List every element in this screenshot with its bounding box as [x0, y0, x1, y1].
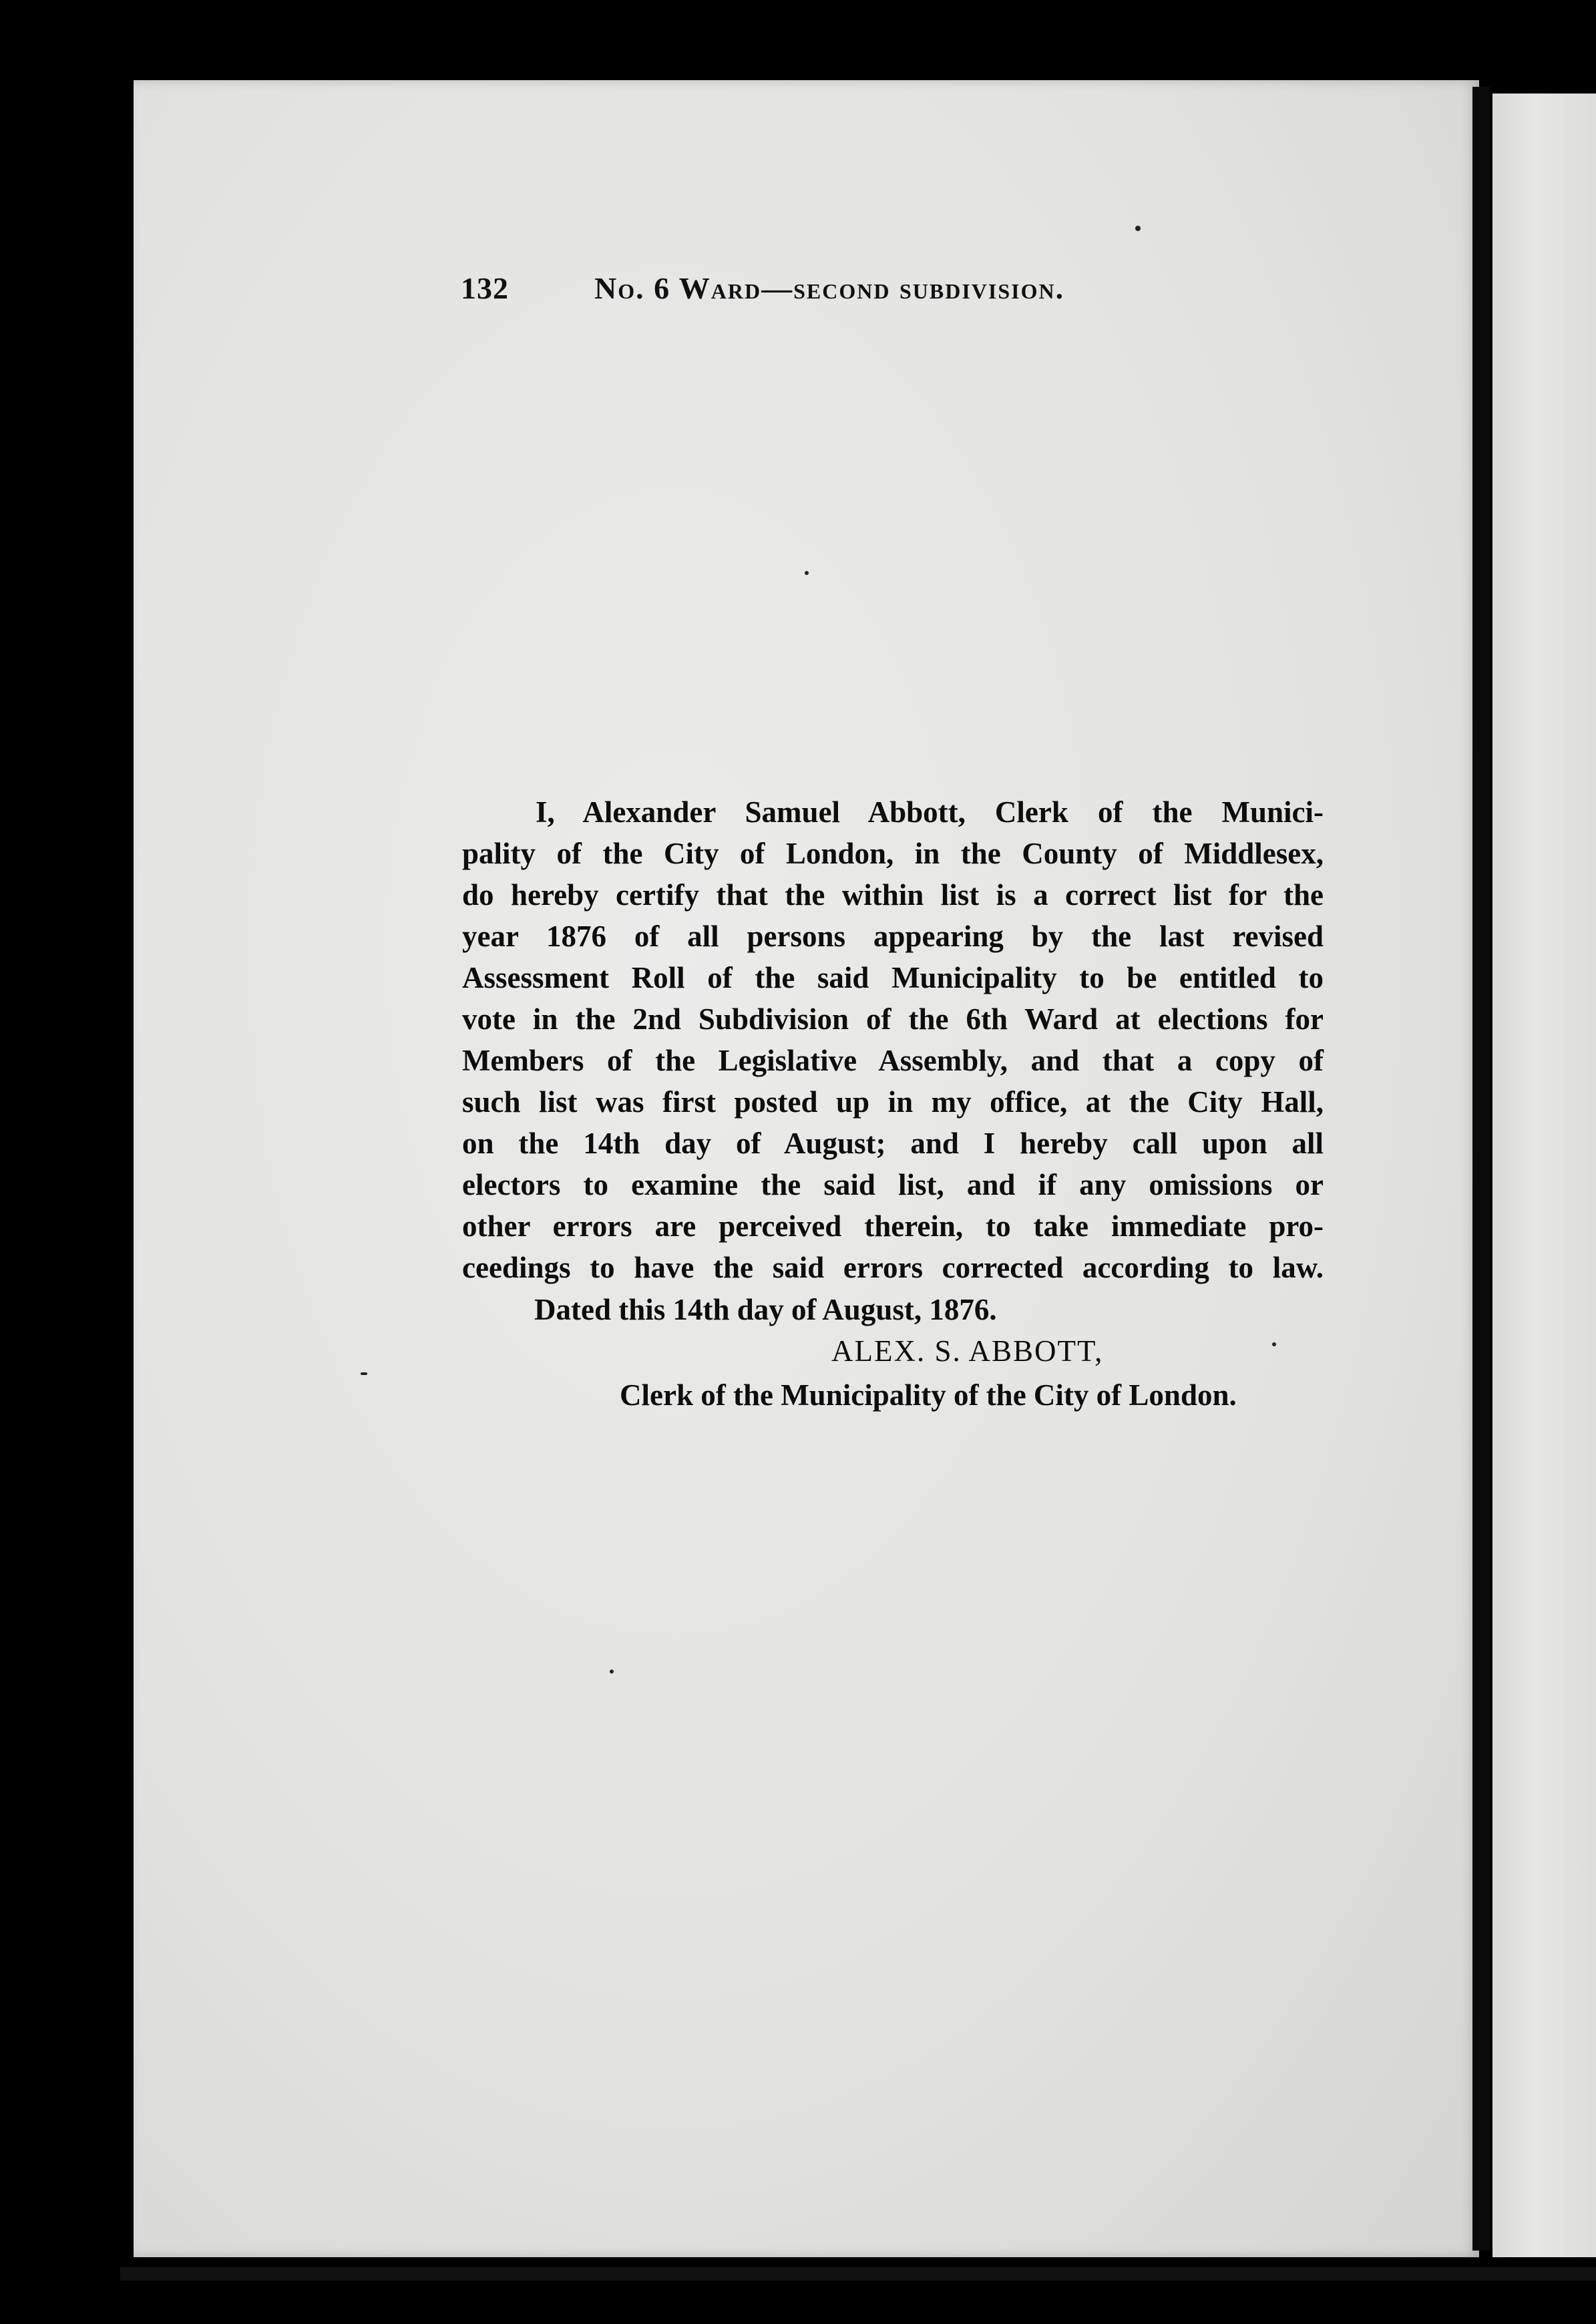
- certificate-line: do hereby certify that the within list is a correct list for the: [462, 878, 1324, 912]
- page-edge-shadow: [1472, 87, 1490, 2251]
- certificate-line: Assessment Roll of the said Municipality to be entitled to: [462, 961, 1324, 994]
- ink-speck: [805, 571, 809, 575]
- certificate-line: other errors are perceived therein, to take immediate pro-: [462, 1209, 1324, 1243]
- running-head: [461, 270, 1064, 306]
- ink-speck: [1135, 226, 1141, 231]
- ink-speck: [1272, 1342, 1276, 1346]
- certificate-line: electors to examine the said list, and if any omissions or: [462, 1168, 1324, 1201]
- certificate-line: Members of the Legislative Assembly, and that a copy of: [462, 1044, 1324, 1077]
- certificate-paragraph: [462, 791, 1324, 1288]
- dated-line: Dated this 14th day of August, 1876.: [534, 1293, 997, 1326]
- certificate-line: year 1876 of all persons appearing by the last revised: [462, 920, 1324, 953]
- certificate-line: vote in the 2nd Subdivision of the 6th Ward at elections for: [462, 1002, 1324, 1036]
- certificate-line: such list was first posted up in my office, at the City Hall,: [462, 1085, 1324, 1119]
- bottom-edge-shadow: [120, 2267, 1596, 2281]
- certificate-line: pality of the City of London, in the County of Middlesex,: [462, 837, 1324, 870]
- signature-title: Clerk of the Municipality of the City of London.: [620, 1378, 1237, 1412]
- certificate-line: ceedings to have the said errors corrected according to law.: [462, 1251, 1324, 1284]
- certificate-line: I, Alexander Samuel Abbott, Clerk of the Munici-: [536, 795, 1324, 829]
- adjacent-page-edge: [1492, 93, 1596, 2257]
- ink-speck: [610, 1670, 614, 1674]
- ink-speck: [361, 1372, 367, 1375]
- running-head-title: No. 6 Ward—second subdivision.: [594, 271, 1065, 305]
- signature-name: ALEX. S. ABBOTT,: [831, 1334, 1104, 1368]
- certificate-line: on the 14th day of August; and I hereby call upon all: [462, 1127, 1324, 1160]
- page-number: 132: [461, 271, 509, 305]
